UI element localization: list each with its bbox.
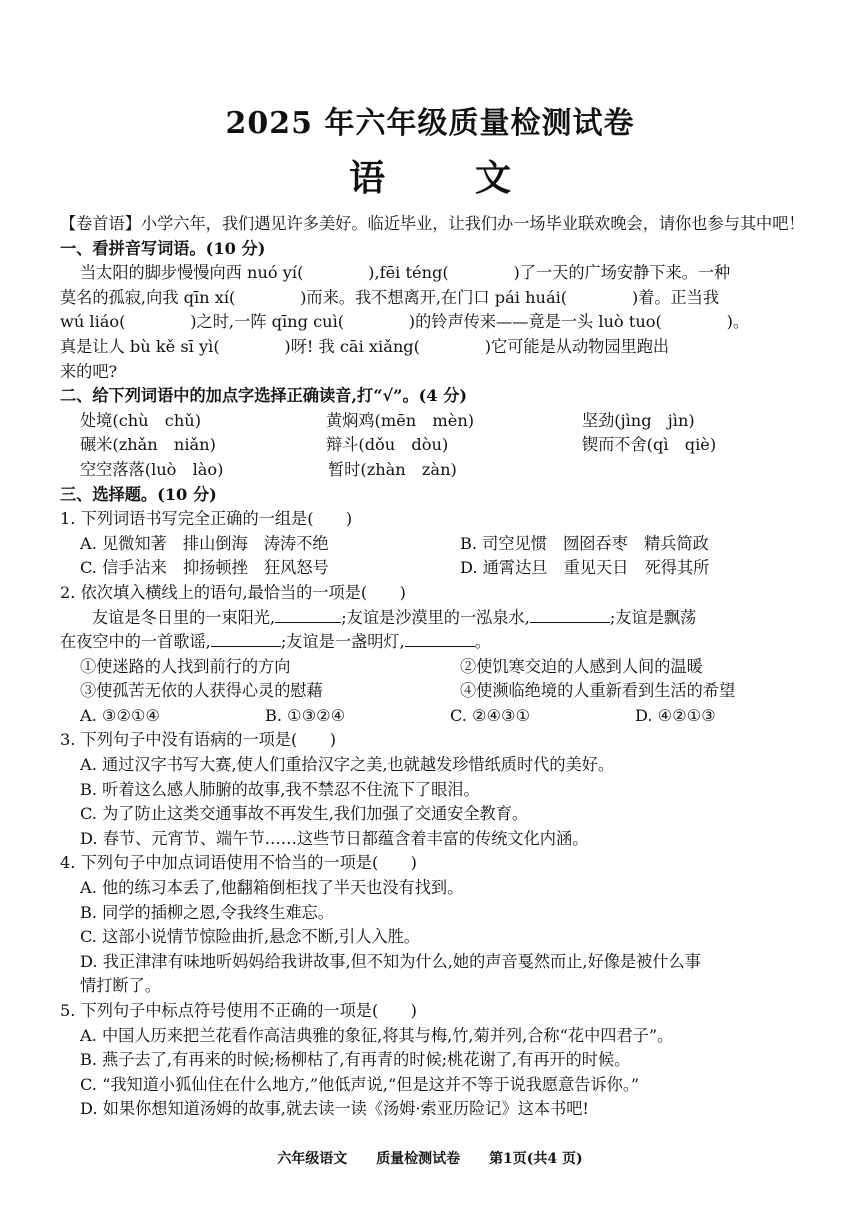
reading-row — [60, 409, 820, 434]
option: C. “我知道小狐仙住在什么地方,”他低声说,“但是这并不等于说我愿意告诉你。” — [80, 1074, 640, 1094]
text-fragment: 。 — [474, 632, 491, 652]
answer-blank[interactable] — [275, 608, 341, 623]
pinyin-line: 真是让人 bù kě sī yì( )呀! 我 cāi xiǎng( )它可能是从动物园里跑出 — [60, 336, 670, 356]
reading-item: 辩斗(dǒu dòu) — [326, 435, 449, 455]
option: D. 春节、元宵节、端午节……这些节日都蕴含着丰富的传统文化内涵。 — [80, 828, 589, 848]
text-fragment: ;友谊是飘荡 — [609, 607, 697, 627]
question-1-stem: 1. 下列词语书写完全正确的一组是( ) — [60, 509, 353, 529]
exam-title: 2025 年六年级质量检测试卷 — [225, 106, 635, 141]
reading-row — [60, 433, 820, 458]
option: B. ①③②④ — [265, 705, 346, 725]
choice: ③使孤苦无依的人获得心灵的慰藉 — [80, 681, 323, 701]
section-2-heading: 二、给下列词语中的加点字选择正确读音,打“√”。(4 分) — [60, 386, 468, 406]
option: D. 如果你想知道汤姆的故事,就去读一读《汤姆·索亚历险记》这本书吧! — [80, 1099, 589, 1119]
option-row — [60, 704, 820, 729]
footer-exam-name: 质量检测试卷 — [376, 1151, 461, 1167]
option: C. 这部小说情节惊险曲折,悬念不断,引人入胜。 — [80, 927, 420, 947]
choice: ②使饥寒交迫的人感到人间的温暖 — [460, 656, 703, 676]
pinyin-line: 当太阳的脚步慢慢向西 nuó yí( ),fēi téng( )了一天的广场安静下来。一种 — [80, 263, 731, 283]
option-row — [60, 556, 820, 581]
option: C. ②④③① — [450, 705, 531, 725]
choice-row — [60, 655, 820, 680]
section-1-heading: 一、看拼音写词语。(10 分) — [60, 238, 266, 258]
option: C. 信手沾来 抑扬顿挫 狂风怒号 — [80, 558, 329, 578]
option: A. 通过汉字书写大赛,使人们重拾汉字之美,也就越发珍惜纸质时代的美好。 — [80, 755, 615, 775]
pinyin-line: 莫名的孤寂,向我 qīn xí( )而来。我不想离开,在门口 pái huái( )着。正当我 — [60, 287, 720, 307]
text-fragment: 在夜空中的一首歌谣, — [60, 632, 211, 652]
footer-grade: 六年级语文 — [277, 1151, 348, 1167]
question-2-text — [60, 630, 820, 655]
option: D. ④②①③ — [635, 705, 716, 725]
pinyin-line: wú liáo( )之时,一阵 qīng cuì( )的铃声传来——竟是一头 luò tuo( )。 — [60, 312, 750, 332]
question-3-stem: 3. 下列句子中没有语病的一项是( ) — [60, 730, 337, 750]
answer-blank[interactable] — [530, 608, 610, 623]
question-5-stem: 5. 下列句子中标点符号使用不正确的一项是( ) — [60, 1001, 417, 1020]
option: A. 他的练习本丢了,他翻箱倒柜找了半天也没有找到。 — [80, 878, 464, 898]
question-2-stem: 2. 依次填入横线上的语句,最恰当的一项是( ) — [60, 582, 406, 602]
reading-item: 碾米(zhǎn niǎn) — [80, 435, 216, 455]
subject-title: 语文 — [348, 157, 601, 199]
choice: ①使迷路的人找到前行的方向 — [80, 656, 291, 676]
option: C. 为了防止这类交通事故不再发生,我们加强了交通安全教育。 — [80, 804, 529, 824]
option: B. 听着这么感人肺腑的故事,我不禁忍不住流下了眼泪。 — [80, 779, 480, 799]
option: B. 同学的插柳之恩,令我终生难忘。 — [80, 902, 334, 922]
question-4-stem: 4. 下列句子中加点词语使用不恰当的一项是( ) — [60, 853, 417, 873]
choice: ④使濒临绝境的人重新看到生活的希望 — [460, 681, 736, 701]
answer-blank[interactable] — [405, 632, 475, 647]
option-continuation: 情打断了。 — [80, 976, 161, 996]
reading-item: 黄焖鸡(mēn mèn) — [326, 410, 475, 430]
reading-item: 暂时(zhàn zàn) — [328, 459, 457, 479]
option: D. 我正津津有味地听妈妈给我讲故事,但不知为什么,她的声音戛然而止,好像是被什么事 — [80, 951, 701, 971]
text-fragment: ;友谊是沙漠里的一泓泉水, — [341, 607, 530, 627]
option: A. ③②①④ — [80, 705, 161, 725]
exam-content — [60, 212, 820, 1122]
text-fragment: 友谊是冬日里的一束阳光, — [92, 607, 276, 627]
footer-page-number: 第1页(共4 页) — [489, 1151, 583, 1167]
reading-item: 锲而不舍(qì qiè) — [581, 435, 717, 455]
choice-row — [60, 679, 820, 704]
intro-text: 【卷首语】小学六年，我们遇见许多美好。临近毕业，让我们办一场毕业联欢晚会，请你也参与其中吧！ — [60, 214, 805, 233]
section-3-heading: 三、选择题。(10 分) — [60, 484, 217, 504]
option: B. 燕子去了,有再来的时候;杨柳枯了,有再青的时候;桃花谢了,有再开的时候。 — [80, 1050, 631, 1070]
pinyin-line: 来的吧? — [60, 361, 118, 381]
reading-row — [60, 458, 820, 483]
reading-item: 处境(chù chǔ) — [80, 410, 202, 430]
page-footer — [0, 1148, 860, 1168]
option: D. 通霄达旦 重见天日 死得其所 — [460, 558, 710, 578]
answer-blank[interactable] — [211, 632, 281, 647]
question-2-text — [60, 606, 820, 631]
reading-item: 坚劲(jìng jìn) — [581, 410, 695, 430]
reading-item: 空空落落(luò lào) — [80, 459, 224, 479]
option-row — [60, 532, 820, 557]
text-fragment: ;友谊是一盏明灯, — [280, 632, 405, 652]
option: A. 中国人历来把兰花看作高洁典雅的象征,将其与梅,竹,菊并列,合称“花中四君子”。 — [80, 1025, 674, 1045]
option: B. 司空见惯 囫囵吞枣 精兵简政 — [460, 533, 709, 553]
option: A. 见微知著 排山倒海 涛涛不绝 — [80, 533, 329, 553]
